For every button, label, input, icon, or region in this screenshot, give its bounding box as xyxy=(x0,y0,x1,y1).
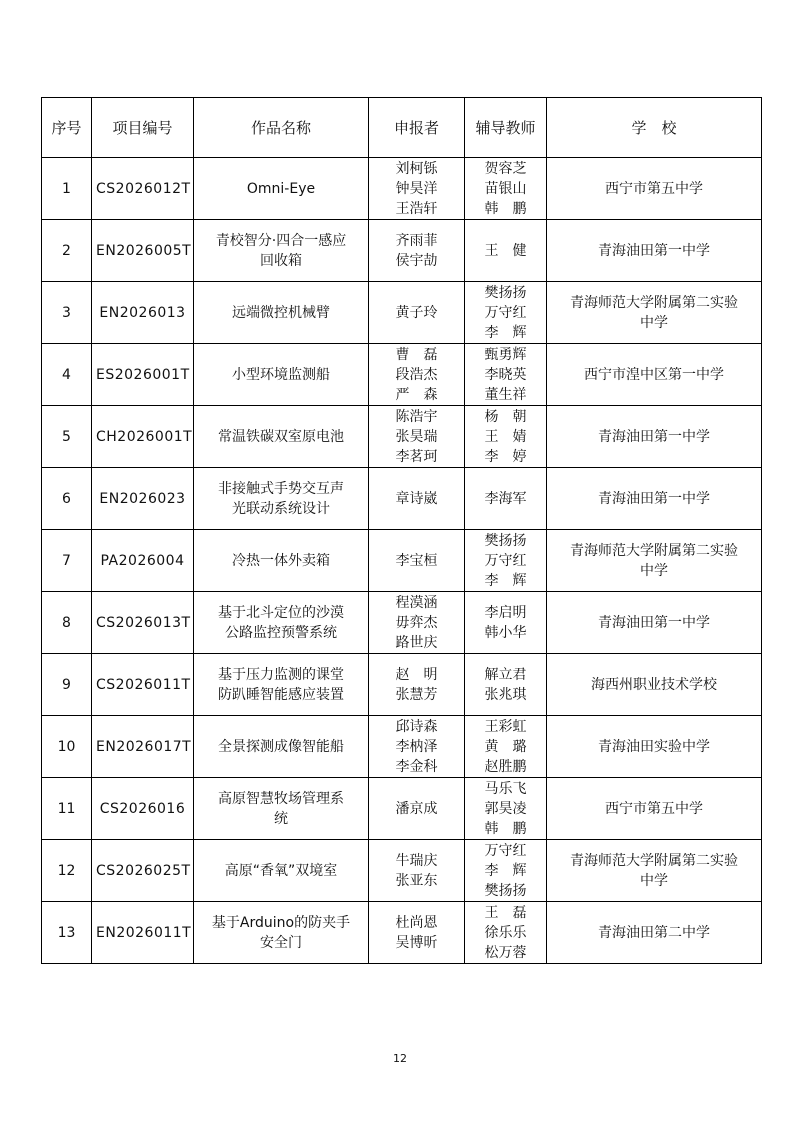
applicants-line: 张昊瑞 xyxy=(395,428,438,445)
school-cell xyxy=(547,840,762,902)
work-title-line: 非接触式手势交互声 xyxy=(218,480,344,497)
school-cell xyxy=(547,406,762,468)
school-line: 青海油田实验中学 xyxy=(598,738,710,755)
applicants-line: 吴博昕 xyxy=(395,934,438,951)
applicants-line: 侯宇劼 xyxy=(395,252,438,269)
table-row xyxy=(42,220,762,282)
applicants-cell xyxy=(369,344,465,406)
table-row xyxy=(42,158,762,220)
school-line: 青海师范大学附属第二实验 xyxy=(570,294,738,311)
applicants-cell xyxy=(369,654,465,716)
work-title-line: 光联动系统设计 xyxy=(232,500,330,517)
school-line: 西宁市第五中学 xyxy=(605,800,703,817)
applicants-line: 邱诗森 xyxy=(395,718,438,735)
applicants-line: 曹 磊 xyxy=(395,346,438,363)
table-row xyxy=(42,902,762,964)
project-code-cell: CS2026025T xyxy=(92,840,194,902)
teachers-cell xyxy=(465,902,547,964)
teachers-line: 马乐飞 xyxy=(484,780,527,797)
applicants-line: 严 森 xyxy=(395,386,438,403)
teachers-line: 万守红 xyxy=(484,304,527,321)
school-cell xyxy=(547,716,762,778)
serial-cell: 13 xyxy=(42,902,92,964)
teachers-line: 松万蓉 xyxy=(484,944,527,961)
school-cell xyxy=(547,282,762,344)
table-row xyxy=(42,468,762,530)
work-title-cell xyxy=(194,778,369,840)
applicants-line: 陈浩宇 xyxy=(395,408,438,425)
work-title-cell xyxy=(194,654,369,716)
work-title-line: 高原智慧牧场管理系 xyxy=(218,790,344,807)
teachers-cell xyxy=(465,282,547,344)
school-line: 青海油田第一中学 xyxy=(598,614,710,631)
work-title-cell xyxy=(194,344,369,406)
serial-cell: 2 xyxy=(42,220,92,282)
work-title-cell xyxy=(194,220,369,282)
table-row xyxy=(42,406,762,468)
applicants-line: 杜尚恩 xyxy=(395,914,438,931)
applicants-line: 张慧芳 xyxy=(395,686,438,703)
teachers-cell xyxy=(465,778,547,840)
work-title-line: 统 xyxy=(274,810,288,827)
work-title-cell xyxy=(194,902,369,964)
serial-cell: 5 xyxy=(42,406,92,468)
school-cell xyxy=(547,344,762,406)
school-line: 西宁市第五中学 xyxy=(605,180,703,197)
school-line: 青海油田第一中学 xyxy=(598,428,710,445)
teachers-cell xyxy=(465,468,547,530)
teachers-line: 黄 璐 xyxy=(484,738,527,755)
header-school: 学 校 xyxy=(547,98,762,158)
project-code-cell: CS2026011T xyxy=(92,654,194,716)
applicants-line: 路世庆 xyxy=(395,634,438,651)
teachers-line: 郭昊凌 xyxy=(484,800,527,817)
teachers-line: 樊扬扬 xyxy=(484,284,527,301)
project-code-cell: CS2026016 xyxy=(92,778,194,840)
applicants-cell xyxy=(369,840,465,902)
teachers-cell xyxy=(465,344,547,406)
table-row xyxy=(42,592,762,654)
work-title-line: 安全门 xyxy=(260,934,302,951)
table-row xyxy=(42,778,762,840)
table-body xyxy=(42,158,762,964)
school-line: 青海师范大学附属第二实验 xyxy=(570,542,738,559)
applicants-line: 章诗崴 xyxy=(395,490,438,507)
serial-cell: 12 xyxy=(42,840,92,902)
teachers-line: 贺容芝 xyxy=(484,160,527,177)
teachers-line: 李 辉 xyxy=(484,572,527,589)
header-row xyxy=(42,98,762,158)
teachers-line: 王 健 xyxy=(484,242,527,259)
applicants-line: 李宝桓 xyxy=(395,552,438,569)
work-title-line: 远端微控机械臂 xyxy=(232,304,330,321)
teachers-cell xyxy=(465,592,547,654)
teachers-line: 杨 朝 xyxy=(484,408,527,425)
applicants-cell xyxy=(369,220,465,282)
school-line: 中学 xyxy=(640,872,668,889)
school-cell xyxy=(547,220,762,282)
teachers-line: 樊扬扬 xyxy=(484,882,527,899)
work-title-line: Omni-Eye xyxy=(246,180,316,197)
teachers-line: 李海军 xyxy=(484,490,527,507)
school-cell xyxy=(547,468,762,530)
school-line: 西宁市湟中区第一中学 xyxy=(584,366,724,383)
serial-cell: 3 xyxy=(42,282,92,344)
project-code-cell: CH2026001T xyxy=(92,406,194,468)
applicants-line: 赵 明 xyxy=(395,666,438,683)
teachers-line: 韩 鹏 xyxy=(484,200,527,217)
school-line: 青海油田第二中学 xyxy=(598,924,710,941)
work-title-cell xyxy=(194,406,369,468)
school-cell xyxy=(547,902,762,964)
work-title-line: 防趴睡智能感应装置 xyxy=(218,686,344,703)
table-row xyxy=(42,344,762,406)
school-line: 青海师范大学附属第二实验 xyxy=(570,852,738,869)
applicants-cell xyxy=(369,406,465,468)
header-applicants: 申报者 xyxy=(369,98,465,158)
applicants-line: 程漠涵 xyxy=(395,594,438,611)
project-code-cell: EN2026011T xyxy=(92,902,194,964)
work-title-cell xyxy=(194,158,369,220)
teachers-line: 李晓英 xyxy=(484,366,527,383)
teachers-cell xyxy=(465,406,547,468)
serial-cell: 4 xyxy=(42,344,92,406)
teachers-line: 韩小华 xyxy=(484,624,527,641)
serial-cell: 11 xyxy=(42,778,92,840)
applicants-line: 李枘泽 xyxy=(395,738,438,755)
work-title-line: 基于压力监测的课堂 xyxy=(218,666,344,683)
teachers-line: 赵胜鹏 xyxy=(484,758,527,775)
serial-cell: 6 xyxy=(42,468,92,530)
teachers-cell xyxy=(465,158,547,220)
applicants-cell xyxy=(369,902,465,964)
teachers-line: 李 辉 xyxy=(484,324,527,341)
table-row xyxy=(42,530,762,592)
serial-cell: 7 xyxy=(42,530,92,592)
table-row xyxy=(42,654,762,716)
teachers-line: 徐乐乐 xyxy=(484,924,527,941)
table-row xyxy=(42,282,762,344)
applicants-line: 王浩轩 xyxy=(395,200,438,217)
work-title-cell xyxy=(194,592,369,654)
header-work-title: 作品名称 xyxy=(194,98,369,158)
project-code-cell: EN2026023 xyxy=(92,468,194,530)
school-line: 中学 xyxy=(640,562,668,579)
work-title-cell xyxy=(194,530,369,592)
teachers-line: 王彩虹 xyxy=(484,718,527,735)
teachers-cell xyxy=(465,840,547,902)
applicants-line: 黄子玲 xyxy=(395,304,438,321)
project-code-cell: EN2026013 xyxy=(92,282,194,344)
applicants-line: 刘柯铄 xyxy=(395,160,438,177)
applicants-cell xyxy=(369,778,465,840)
applicants-line: 毋弈杰 xyxy=(395,614,438,631)
school-line: 海西州职业技术学校 xyxy=(591,676,717,693)
page-number: 12 xyxy=(393,1052,407,1065)
header-serial: 序号 xyxy=(42,98,92,158)
project-code-cell: PA2026004 xyxy=(92,530,194,592)
serial-cell: 9 xyxy=(42,654,92,716)
work-title-cell xyxy=(194,840,369,902)
project-code-cell: CS2026012T xyxy=(92,158,194,220)
applicants-line: 牛瑞庆 xyxy=(395,852,438,869)
table-row xyxy=(42,840,762,902)
work-title-line: 高原“香氧”双境室 xyxy=(224,862,338,879)
applicants-line: 段浩杰 xyxy=(395,366,438,383)
teachers-line: 李启明 xyxy=(484,604,527,621)
work-title-line: 青校智分·四合一感应 xyxy=(215,232,347,249)
applicants-cell xyxy=(369,530,465,592)
teachers-line: 苗银山 xyxy=(484,180,527,197)
teachers-line: 李 婷 xyxy=(484,448,527,465)
project-code-cell: ES2026001T xyxy=(92,344,194,406)
project-code-cell: EN2026005T xyxy=(92,220,194,282)
teachers-line: 樊扬扬 xyxy=(484,532,527,549)
header-project-code: 项目编号 xyxy=(92,98,194,158)
project-code-cell: CS2026013T xyxy=(92,592,194,654)
table-row xyxy=(42,716,762,778)
teachers-line: 万守红 xyxy=(484,842,527,859)
applicants-cell xyxy=(369,468,465,530)
work-title-line: 常温铁碳双室原电池 xyxy=(218,428,344,445)
teachers-cell xyxy=(465,716,547,778)
teachers-cell xyxy=(465,654,547,716)
school-line: 青海油田第一中学 xyxy=(598,242,710,259)
serial-cell: 10 xyxy=(42,716,92,778)
applicants-line: 齐雨菲 xyxy=(395,232,438,249)
teachers-line: 解立君 xyxy=(484,666,527,683)
applicants-line: 张亚东 xyxy=(395,872,438,889)
school-line: 中学 xyxy=(640,314,668,331)
teachers-line: 甄勇辉 xyxy=(484,346,527,363)
teachers-line: 王 婧 xyxy=(484,428,527,445)
work-title-line: 全景探测成像智能船 xyxy=(218,738,344,755)
teachers-cell xyxy=(465,220,547,282)
work-title-cell xyxy=(194,468,369,530)
award-table xyxy=(41,97,762,964)
serial-cell: 1 xyxy=(42,158,92,220)
school-cell xyxy=(547,592,762,654)
work-title-line: 冷热一体外卖箱 xyxy=(232,552,330,569)
project-code-cell: EN2026017T xyxy=(92,716,194,778)
applicants-cell xyxy=(369,592,465,654)
teachers-line: 万守红 xyxy=(484,552,527,569)
work-title-line: 基于北斗定位的沙漠 xyxy=(218,604,344,621)
teachers-line: 李 辉 xyxy=(484,862,527,879)
teachers-line: 王 磊 xyxy=(484,904,527,921)
work-title-line: 公路监控预警系统 xyxy=(225,624,337,641)
work-title-line: 基于Arduino的防夹手 xyxy=(211,914,351,931)
applicants-line: 钟昊洋 xyxy=(395,180,438,197)
teachers-line: 张兆琪 xyxy=(484,686,527,703)
school-cell xyxy=(547,778,762,840)
teachers-line: 董生祥 xyxy=(484,386,527,403)
applicants-cell xyxy=(369,716,465,778)
work-title-cell xyxy=(194,716,369,778)
applicants-line: 李金科 xyxy=(395,758,438,775)
school-cell xyxy=(547,530,762,592)
serial-cell: 8 xyxy=(42,592,92,654)
work-title-line: 小型环境监测船 xyxy=(232,366,330,383)
applicants-cell xyxy=(369,282,465,344)
teachers-cell xyxy=(465,530,547,592)
applicants-cell xyxy=(369,158,465,220)
school-cell xyxy=(547,158,762,220)
work-title-line: 回收箱 xyxy=(260,252,302,269)
applicants-line: 李茗珂 xyxy=(395,448,438,465)
header-teachers: 辅导教师 xyxy=(465,98,547,158)
teachers-line: 韩 鹏 xyxy=(484,820,527,837)
school-line: 青海油田第一中学 xyxy=(598,490,710,507)
school-cell xyxy=(547,654,762,716)
work-title-cell xyxy=(194,282,369,344)
applicants-line: 潘京成 xyxy=(395,800,438,817)
